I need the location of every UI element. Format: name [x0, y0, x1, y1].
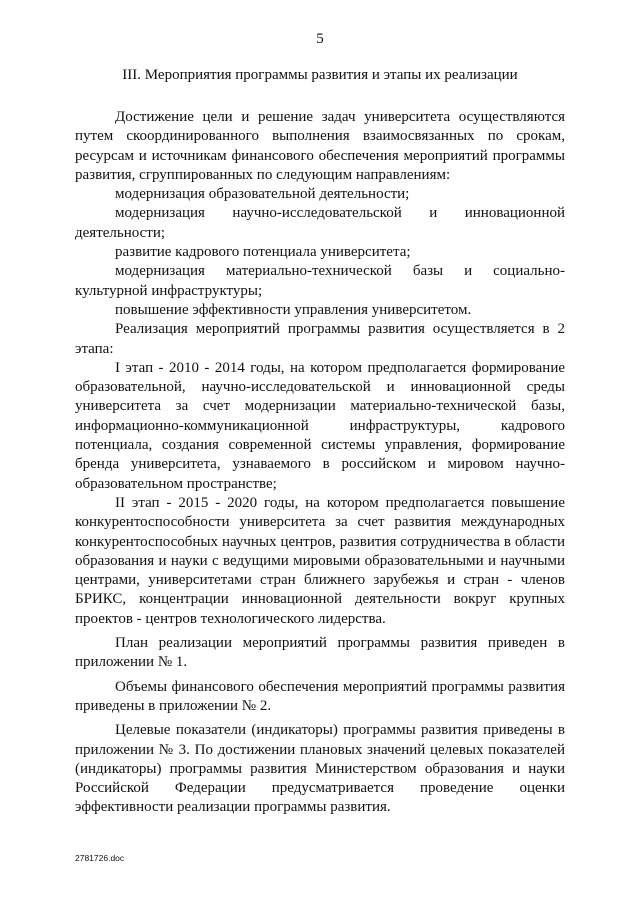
paragraph-appendix-3: Целевые показатели (индикаторы) программы развития приведены в приложении № 3. По достижении плановых значений целевых показателей (индикаторы) программы развития Министерством образования и науки Российской Федерации предусматривается проведение оценки эффективности реализации программы развития.	[75, 722, 565, 816]
section-title: III. Мероприятия программы развития и этапы их реализации	[122, 67, 518, 83]
paragraph-direction-5: повышение эффективности управления университетом.	[115, 301, 472, 318]
page-number: 5	[316, 31, 324, 47]
paragraph-direction-2: модернизация научно-исследовательской и инновационной деятельности;	[75, 205, 565, 241]
paragraph-stage-1: I этап - 2010 - 2014 годы, на котором предполагается формирование образовательной, научно-исследовательской и инновационной среды университета за счет модернизации материально-технической базы, информационно-коммуникационной инфраструктуры, кадрового потенциала, создания современной системы управления, формирование бренда университета, узнаваемого в российском и мировом научно-образовательном пространстве;	[75, 359, 565, 492]
paragraph-appendix-1: План реализации мероприятий программы развития приведен в приложении № 1.	[75, 635, 565, 671]
paragraph-stage-2: II этап - 2015 - 2020 годы, на котором предполагается повышение конкурентоспособности университета за счет развития международных конкурентоспособных научных центров, развития сотрудничества в области образования и науки с ведущими мировыми образовательными и научными центрами, университетами стран ближнего зарубежья и стран - членов БРИКС, концентрации инновационной деятельности вокруг крупных проектов - центров технологического лидерства.	[75, 494, 565, 627]
paragraph-direction-3: развитие кадрового потенциала университета;	[115, 244, 411, 261]
paragraph-direction-4: модернизация материально-технической базы и социально-культурной инфраструктуры;	[75, 263, 565, 299]
paragraph-stages: Реализация мероприятий программы развития осуществляется в 2 этапа:	[75, 321, 565, 357]
footer-document-code: 2781726.doc	[75, 853, 125, 863]
document-body	[75, 108, 565, 818]
paragraph-appendix-2: Объемы финансового обеспечения мероприятий программы развития приведены в приложении № 2.	[75, 678, 565, 714]
paragraph-intro: Достижение цели и решение задач университета осуществляются путем скоординированного выполнения взаимосвязанных по срокам, ресурсам и источникам финансового обеспечения мероприятий программы развития, сгруппированных по следующим направлениям:	[75, 109, 565, 183]
paragraph-direction-1: модернизация образовательной деятельности;	[115, 186, 410, 203]
